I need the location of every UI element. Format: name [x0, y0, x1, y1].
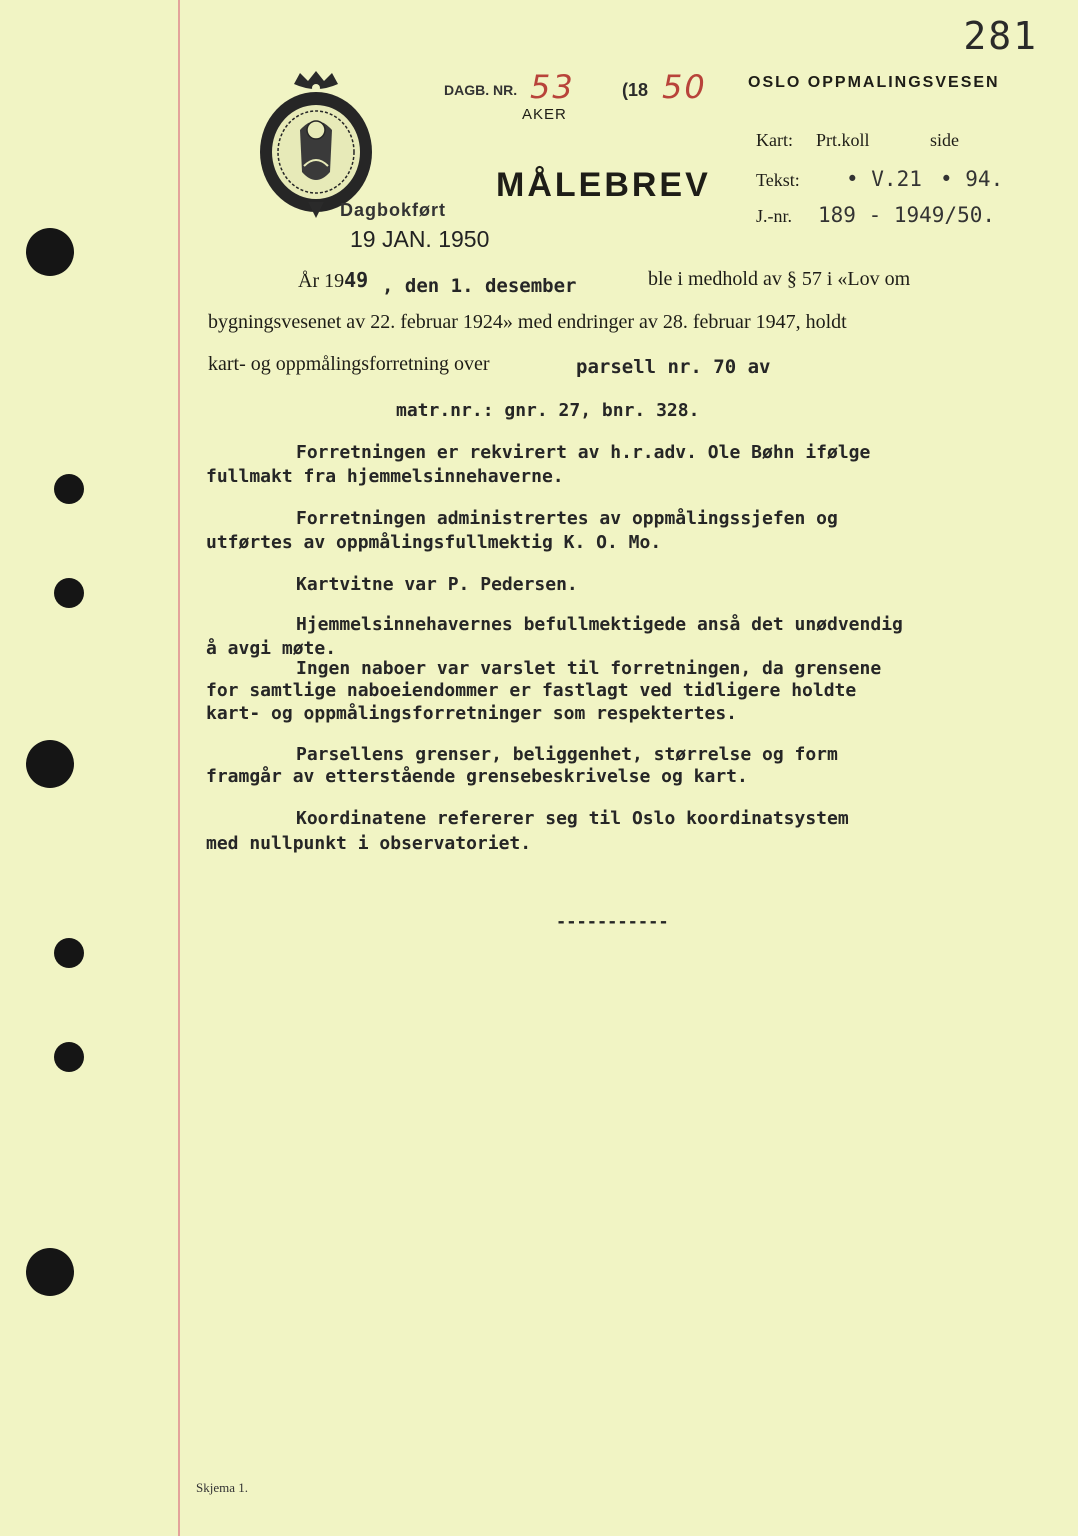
body-line: Forretningen er rekvirert av h.r.adv. Ole Bøhn ifølge — [296, 442, 871, 463]
intro-date: , den 1. desember — [382, 275, 577, 297]
body-line: Parsellens grenser, beliggenhet, størrelse og form — [296, 744, 838, 765]
organization-name: OSLO OPPMALINGSVESEN — [748, 74, 1000, 91]
body-line: Kartvitne var P. Pedersen. — [296, 574, 578, 595]
body-line: Hjemmelsinnehavernes befullmektigede anså det unødvendig — [296, 614, 903, 635]
tekst-value-2: • 94. — [940, 167, 1004, 191]
intro-line3-start: kart- og oppmålingsforretning over — [208, 353, 490, 375]
intro-line1-end: ble i medhold av § 57 i «Lov om — [648, 268, 911, 290]
intro-line2: bygningsvesenet av 22. februar 1924» med endringer av 28. februar 1947, holdt — [208, 311, 847, 333]
punch-hole — [54, 938, 84, 968]
punch-hole — [26, 228, 74, 276]
body-line: kart- og oppmålingsforretninger som respektertes. — [206, 703, 738, 724]
side-label: side — [930, 130, 959, 150]
dagbok-label: DAGB. NR. — [444, 82, 518, 98]
body-line: Koordinatene refererer seg til Oslo koordinatsystem — [296, 808, 849, 829]
margin-rule — [178, 0, 180, 1536]
jnr-value: 189 - 1949/50. — [818, 203, 996, 227]
intro-line3-typed: parsell nr. 70 av — [576, 356, 771, 378]
matrikkel-line: matr.nr.: gnr. 27, bnr. 328. — [396, 400, 700, 421]
tekst-label: Tekst: — [756, 170, 800, 190]
body-line: fullmakt fra hjemmelsinnehaverne. — [206, 466, 564, 487]
dagbok-handwritten-year: 50 — [662, 68, 707, 106]
body-line: å avgi møte. — [206, 638, 337, 659]
body-line: Ingen naboer var varslet til forretningen, da grensene — [296, 658, 882, 679]
body-line: med nullpunkt i observatoriet. — [206, 833, 532, 854]
page-number: 281 — [963, 14, 1038, 58]
separator-line: ----------- — [556, 912, 669, 932]
stamp-label: Dagbokført — [340, 200, 446, 220]
stamp-date: 19 JAN. 1950 — [350, 226, 490, 252]
punch-hole — [54, 578, 84, 608]
kart-value: Prt.koll — [816, 130, 870, 150]
dagbok-handwritten-number: 53 — [530, 68, 575, 106]
intro-year — [298, 268, 368, 293]
punch-hole — [26, 740, 74, 788]
district-label: AKER — [522, 106, 567, 123]
intro-year-suffix: 49 — [344, 268, 369, 292]
body-line: for samtlige naboeiendommer er fastlagt ved tidligere holdte — [206, 680, 857, 701]
kart-label: Kart: — [756, 130, 793, 150]
punch-hole — [54, 1042, 84, 1072]
intro-year-prefix: År 19 — [298, 270, 345, 292]
body-line: utførtes av oppmålingsfullmektig K. O. Mo. — [206, 532, 662, 553]
punch-hole — [54, 474, 84, 504]
body-line: framgår av etterstående grensebeskrivelse og kart. — [206, 766, 748, 787]
dagbok-middle: (18 — [622, 80, 649, 100]
form-footer: Skjema 1. — [196, 1480, 248, 1495]
punch-hole — [26, 1248, 74, 1296]
body-line: Forretningen administrertes av oppmålingssjefen og — [296, 508, 838, 529]
document-title: MÅLEBREV — [496, 166, 711, 204]
jnr-label: J.-nr. — [756, 206, 792, 226]
tekst-value: • V.21 — [846, 167, 922, 191]
